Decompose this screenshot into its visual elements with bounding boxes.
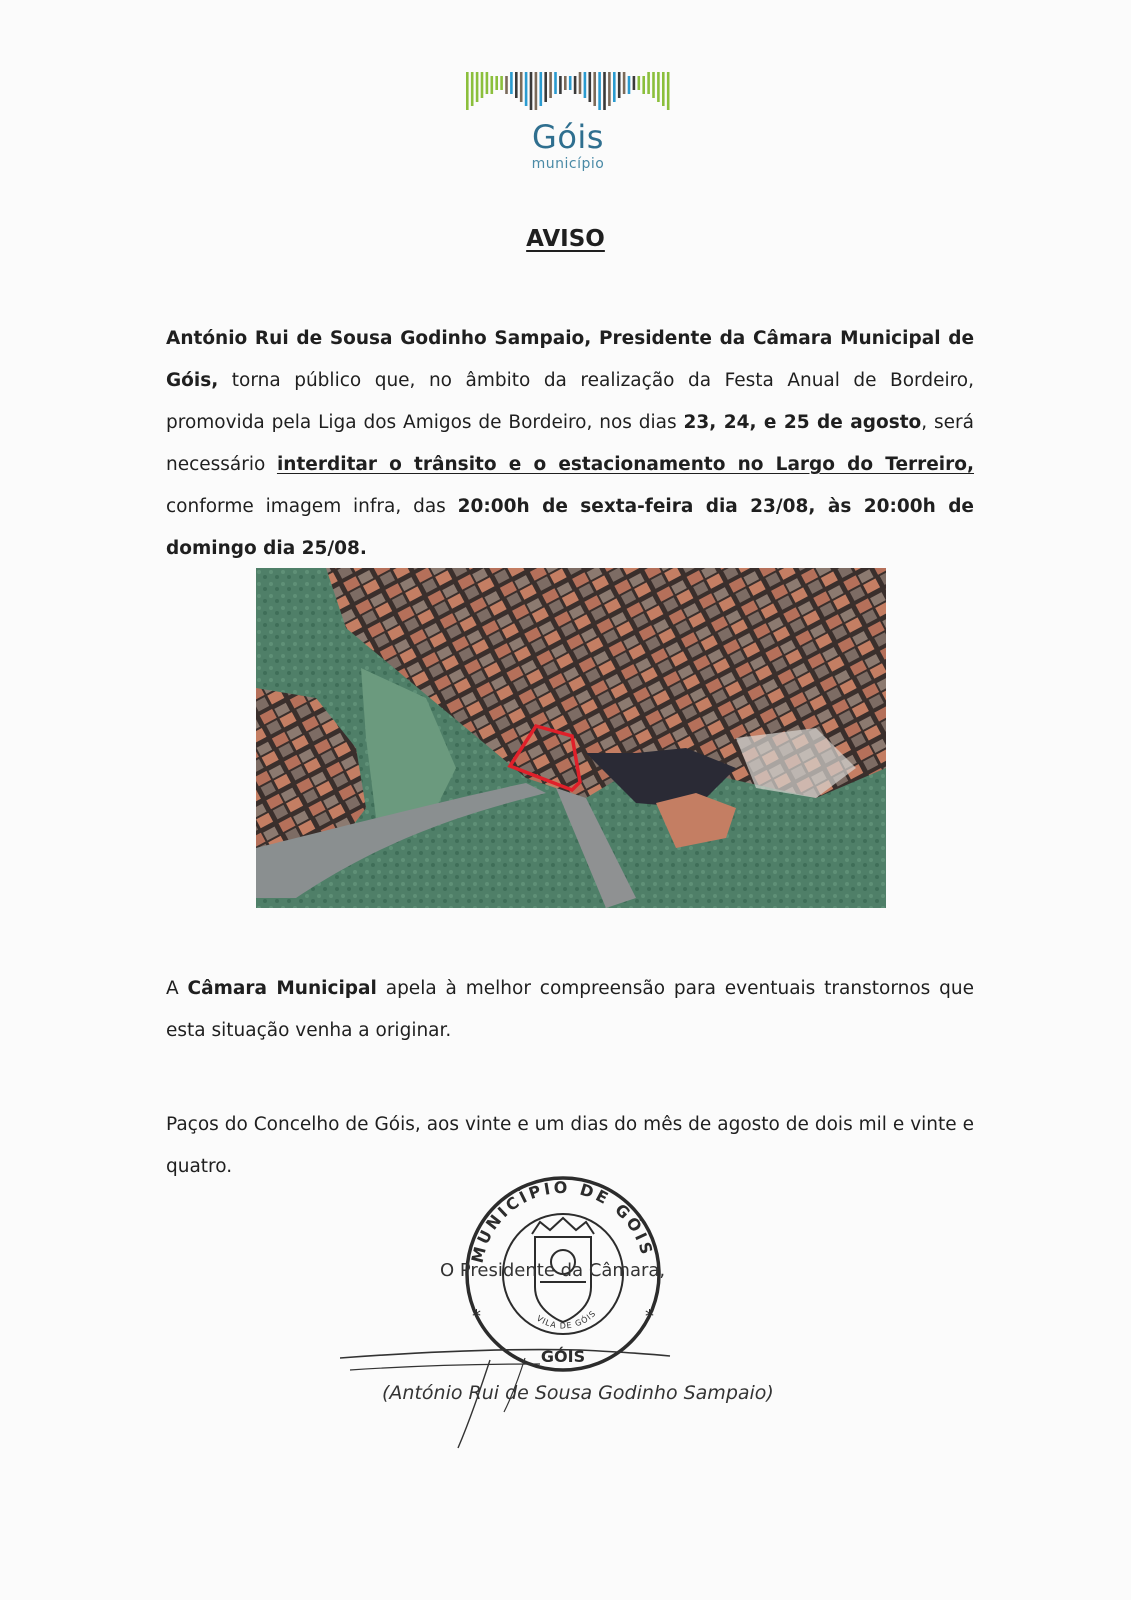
logo-bar [486,72,489,94]
logo-bar [628,76,631,94]
restriction-period: 20:00h de sexta-feira dia 23/08, às 20:00h de domingo dia 25/08. [166,496,974,559]
logo-bar [535,72,538,110]
aerial-map-graphic [256,568,886,908]
svg-text:*: * [472,1306,481,1327]
logo-bar [544,72,547,102]
logo-bar [652,72,655,98]
council-name: Câmara Municipal [187,978,377,999]
logo-bar [633,76,636,90]
logo-bar [584,72,587,98]
notice-paragraph-date: Paços do Concelho de Góis, aos vinte e um dias do mês de agosto de dois mil e vinte e quatro. [166,1114,974,1177]
text-span: conforme imagem infra, das [166,496,458,517]
seal-inner-text: VILA DE GÓIS [534,1308,598,1331]
bridge-logo-icon [463,66,673,116]
seal-top-text: MUNICÍPIO DE GÓIS [467,1177,658,1265]
logo-bar [608,72,611,106]
logo-bar [471,72,474,106]
svg-text:MUNICÍPIO DE GÓIS [468,1178,658,1265]
logo-bar [657,72,660,102]
logo-bar [559,76,562,94]
logo-bar [618,72,621,98]
logo-bar [564,76,567,90]
logo-bar [540,72,543,106]
text-span: apela à melhor compreensão para eventuais transtornos que esta situação venha a originar. [166,978,974,1041]
text-span: A [166,978,188,999]
logo-bar [647,72,650,94]
logo-bar [638,76,641,90]
logo-bar [623,72,626,94]
notice-paragraph-main [166,318,974,570]
logo-bar [520,72,523,102]
svg-text:*: * [645,1306,654,1327]
logo-bar [495,76,498,90]
festival-dates: 23, 24, e 25 de agosto [683,412,922,433]
text-span: , será necessário [166,412,974,475]
notice-paragraph-apology [166,968,974,1052]
logo-bar [466,72,469,110]
logo-bar [554,72,557,94]
logo-name: Góis [532,118,604,156]
logo-subtitle: município [531,156,605,172]
logo-bar [662,72,665,106]
signatory-role: O Presidente da Câmara, [440,1260,666,1281]
logo-bar [642,76,645,94]
logo-bar [515,72,518,98]
logo-bar [667,72,670,110]
municipality-logo [463,66,673,176]
logo-bar [525,72,528,106]
logo-bar [491,76,494,94]
page-title: AVISO [526,226,605,252]
logo-bar [579,72,582,94]
logo-bar [505,76,508,94]
logo-bar [569,76,572,90]
logo-bar [481,72,484,98]
logo-bar [603,72,606,110]
text-span: torna público que, no âmbito da realização da Festa Anual de Bordeiro, promovida pela Liga dos Amigos de Bordeiro, nos dias [166,370,974,433]
seal-bottom-text: GÓIS [540,1347,586,1366]
logo-bar [613,72,616,102]
logo-bar [589,72,592,102]
logo-bar [476,72,479,102]
logo-bar [598,72,601,110]
logo-bar [500,76,503,90]
logo-bar [549,72,552,98]
logo-bar [593,72,596,106]
signatory-name: (António Rui de Sousa Godinho Sampaio) [382,1382,774,1404]
aerial-map-image [256,568,886,908]
logo-bar [530,72,533,110]
announcer-name: António Rui de Sousa Godinho Sampaio, Presidente da Câmara Municipal de Góis, [166,328,974,391]
logo-bar [574,76,577,94]
logo-bar [510,72,513,94]
traffic-restriction: interditar o trânsito e o estacionamento no Largo do Terreiro, [276,454,975,475]
